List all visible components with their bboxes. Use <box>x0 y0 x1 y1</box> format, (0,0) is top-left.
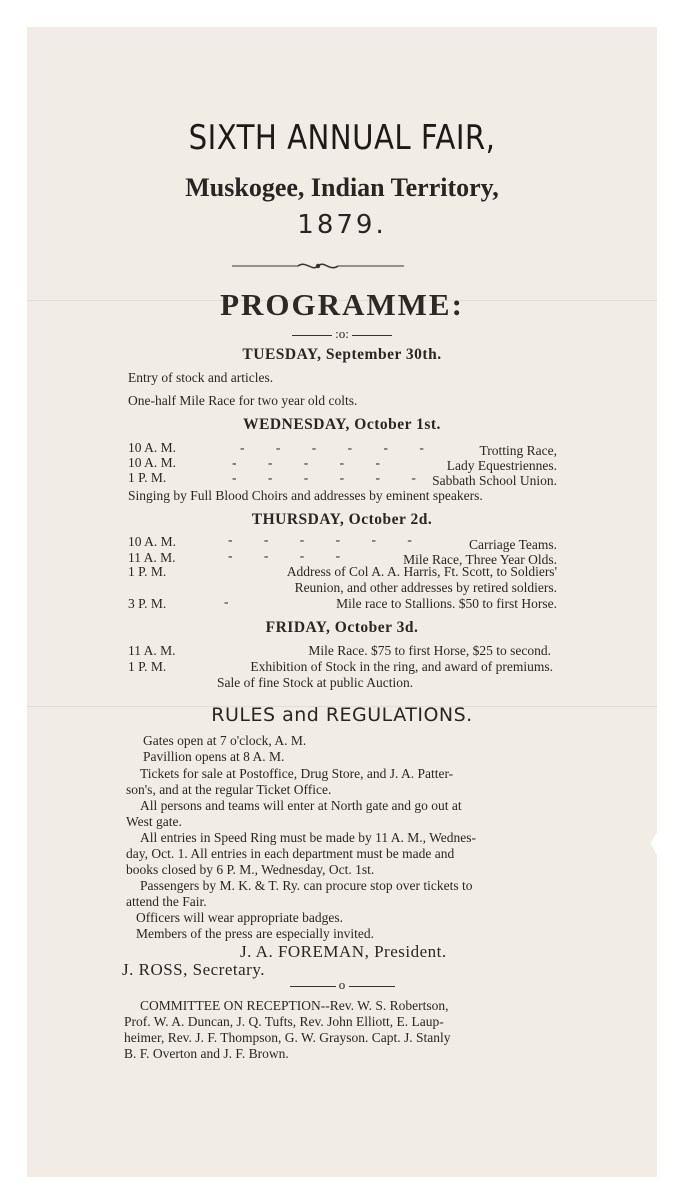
schedule-time: 10 A. M. <box>128 534 177 549</box>
programme-divider: :o: <box>282 326 402 342</box>
schedule-event: Carriage Teams. <box>468 537 557 552</box>
leader-dashes: - - - - <box>228 548 355 563</box>
committee-line: heimer, Rev. J. F. Thompson, G. W. Grayson. Capt. J. Stanly <box>124 1030 451 1045</box>
schedule-event: Exhibition of Stock in the ring, and award of premiums. <box>250 659 553 674</box>
leader-dashes: - - - - - <box>232 455 394 470</box>
schedule-event: Address of Col A. A. Harris, Ft. Scott, to Soldiers' <box>286 564 557 579</box>
schedule-event: Mile Race. $75 to first Horse, $25 to second. <box>308 643 551 658</box>
fair-year: 1879. <box>297 210 387 240</box>
schedule-event: Lady Equestriennes. <box>446 458 557 473</box>
tuesday-line: Entry of stock and articles. <box>128 370 274 385</box>
schedule-time: 10 A. M. <box>128 455 177 470</box>
leader-dashes: - - - - - - <box>232 470 430 485</box>
schedule-time: 3 P. M. <box>128 596 167 611</box>
rule-line: books closed by 6 P. M., Wednesday, Oct. 1st. <box>126 862 375 877</box>
leader-dashes: - <box>224 594 229 609</box>
schedule-event: Trotting Race, <box>479 443 557 458</box>
committee-line: COMMITTEE ON RECEPTION--Rev. W. S. Robertson, <box>140 998 449 1013</box>
committee-divider: o <box>282 977 402 993</box>
president-signature: J. A. FOREMAN, President. <box>240 942 447 961</box>
flourish-ornament-icon <box>228 259 408 273</box>
schedule-time: 10 A. M. <box>128 440 177 455</box>
tuesday-heading: TUESDAY, September 30th. <box>242 346 442 363</box>
friday-heading: FRIDAY, October 3d. <box>265 619 419 636</box>
rule-line: Members of the press are especially invited. <box>136 926 375 941</box>
wednesday-heading: WEDNESDAY, October 1st. <box>243 416 441 433</box>
schedule-event: Sale of fine Stock at public Auction. <box>217 675 414 690</box>
tuesday-line: One-half Mile Race for two year old colts. <box>128 393 358 408</box>
rule-line: Tickets for sale at Postoffice, Drug Store, and J. A. Patter- <box>140 766 454 781</box>
rule-line: West gate. <box>126 814 182 829</box>
rule-line: All entries in Speed Ring must be made by 11 A. M., Wednes- <box>140 830 476 845</box>
schedule-time: 11 A. M. <box>128 550 176 565</box>
rule-line: Officers will wear appropriate badges. <box>136 910 344 925</box>
wednesday-note: Singing by Full Blood Choirs and addresses by eminent speakers. <box>128 488 483 503</box>
fair-title: SIXTH ANNUAL FAIR, <box>188 118 496 158</box>
rule-line: son's, and at the regular Ticket Office. <box>126 782 332 797</box>
schedule-time: 1 P. M. <box>128 564 167 579</box>
location-subtitle: Muskogee, Indian Territory, <box>185 173 499 202</box>
rule-line: Gates open at 7 o'clock, A. M. <box>143 733 307 748</box>
schedule-time: 1 P. M. <box>128 470 167 485</box>
schedule-event: Mile race to Stallions. $50 to first Horse. <box>336 596 557 611</box>
schedule-event: Mile Race, Three Year Olds. <box>403 552 557 567</box>
programme-heading: PROGRAMME: <box>220 287 464 322</box>
committee-line: Prof. W. A. Duncan, J. Q. Tufts, Rev. John Elliott, E. Laup- <box>124 1014 444 1029</box>
rule-line: Passengers by M. K. & T. Ry. can procure stop over tickets to <box>140 878 473 893</box>
leader-dashes: - - - - - - <box>240 440 438 455</box>
thursday-heading: THURSDAY, October 2d. <box>251 511 433 528</box>
secretary-signature: J. ROSS, Secretary. <box>122 960 265 979</box>
rule-line: Pavillion opens at 8 A. M. <box>143 749 285 764</box>
rule-line: day, Oct. 1. All entries in each department must be made and <box>126 846 455 861</box>
rule-line: attend the Fair. <box>126 894 207 909</box>
schedule-time: 11 A. M. <box>128 643 176 658</box>
committee-line: B. F. Overton and J. F. Brown. <box>124 1046 289 1061</box>
schedule-event: Reunion, and other addresses by retired soldiers. <box>294 580 557 595</box>
leader-dashes: - - - - - - <box>228 532 426 547</box>
schedule-time: 1 P. M. <box>128 659 167 674</box>
schedule-event: Sabbath School Union. <box>432 473 557 488</box>
rule-line: All persons and teams will enter at North gate and go out at <box>140 798 462 813</box>
rules-heading: RULES and REGULATIONS. <box>211 704 473 726</box>
